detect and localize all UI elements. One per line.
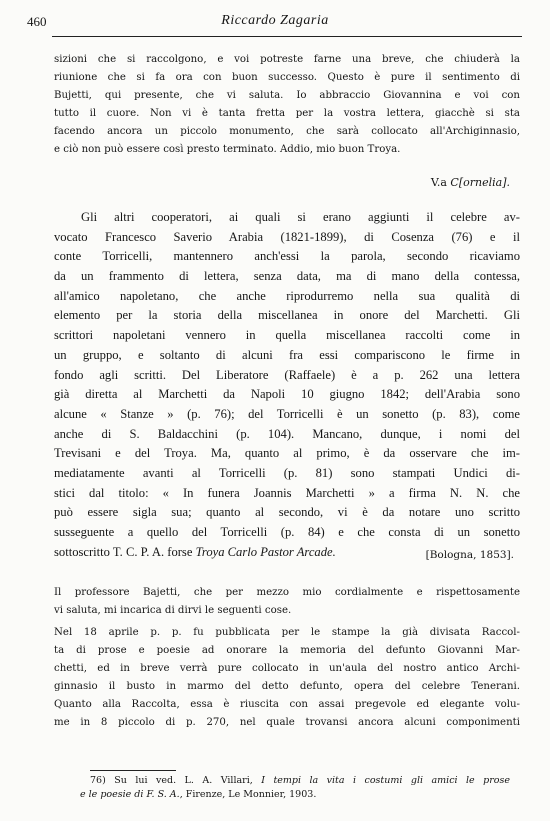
commentary-line: anche di S. Baldacchini (p. 104). Mancano, dunque, i nomi del: [54, 426, 520, 441]
letter-signature: [431, 176, 510, 189]
footnote: [80, 774, 510, 802]
letter-line: riunione che si fa ora con buon successo. Questo è pure il sentimento di: [54, 72, 520, 83]
running-title: Riccardo Zagaria: [221, 13, 329, 28]
footnote-title: I tempi la vita i costumi gli amici le prose: [261, 775, 510, 786]
letter-line: sizioni che si raccolgono, e voi potreste farne una breve, che chiuderà la: [54, 54, 520, 65]
commentary-line: conte Torricelli, mantennero anch'essi la parola, secondo ricaviamo: [54, 249, 520, 264]
commentary-last-line-italic: Troya Carlo Pastor Arcade.: [195, 544, 336, 559]
signature-name: C[ornelia].: [450, 176, 510, 189]
commentary-line: Gli altri cooperatori, ai quali si erano aggiunti il celebre av-: [81, 210, 520, 224]
footnote-title-cont: e le poesie di F. S. A.: [80, 789, 180, 800]
date-line: [Bologna, 1853].: [425, 549, 514, 561]
footnote-publisher: , Firenze, Le Monnier, 1903.: [179, 789, 317, 800]
second-letter-line: Quanto alla Raccolta, essa è riuscita con assai pregevole ed elegante volu-: [54, 699, 520, 710]
commentary-line: all'amico napoletano, che anche riprodurremo nella sua qualità di: [54, 288, 520, 303]
page-number: 460: [27, 14, 47, 29]
letter-line: tutto il cuore. Non vi è tanta fretta per la vostra lettera, giacchè si sta: [54, 108, 520, 119]
letter-line: e ciò non può essere così presto terminato. Addio, mio buon Troya.: [54, 144, 401, 155]
commentary-last-line-prefix: sottoscritto T. C. P. A. forse: [54, 544, 196, 559]
footnote-line: [80, 774, 510, 788]
second-letter-line: me in 8 piccolo di p. 270, nel quale trovansi ancora alcuni componimenti: [54, 717, 520, 728]
signature-prefix: V.a: [430, 176, 451, 189]
letter-text: [54, 51, 520, 159]
running-header: [0, 12, 550, 32]
commentary-line: mediatamente avanti al Torricelli (p. 81) sono stampati Undici di-: [54, 465, 520, 480]
second-letter-text: [54, 584, 520, 732]
header-rule: [52, 36, 522, 37]
commentary-line: fondo agli scritti. Del Liberatore (Raffaele) è a p. 262 una lettera: [54, 367, 520, 382]
footnote-prefix: 76) Su lui ved. L. A. Villari,: [90, 775, 262, 786]
commentary-line: scrittori napoletani vennero in quella miscellanea raccolti come in: [54, 328, 520, 343]
second-letter-line: vi saluta, mi incarica di dirvi le seguenti cose.: [54, 605, 292, 616]
second-letter-line: ginnasio il busto in marmo del detto defunto, opera del celebre Tenerani.: [54, 681, 520, 692]
second-letter-line: Il professore Bajetti, che per mezzo mio cordialmente e rispettosamente: [54, 587, 520, 598]
commentary-line: Trevisani e del Troya. Ma, quanto al primo, è da osservare che im-: [54, 446, 520, 461]
commentary-line: alcune « Stanze » (p. 76); del Torricelli è un sonetto (p. 83), come: [54, 406, 520, 421]
footnote-rule: [90, 770, 176, 771]
commentary-line: un gruppo, e soltanto di alcuni fra essi compariscono le firme in: [54, 347, 520, 362]
footnote-line: [80, 788, 510, 802]
commentary-line: già diretta al Marchetti da Napoli 10 giugno 1842; dell'Arabia sono: [54, 387, 520, 402]
second-letter-line: chetti, ed in breve verrà pure collocato in un'aula del nostro antico Archi-: [54, 663, 520, 674]
letter-line: facendo ancora un piccolo monumento, che sarà collocato all'Archiginnasio,: [54, 126, 520, 137]
commentary-line: da un frammento di lettera, senza data, ma di mano della contessa,: [54, 269, 520, 284]
commentary-line: può essere sigla sua; quanto al secondo, vi è da notare uno scritto: [54, 505, 520, 520]
second-letter-line: ta di prose e poesie ad onorare la memoria del defunto Giovanni Mar-: [54, 645, 520, 656]
letter-line: Bujetti, qui presente, che vi saluta. Io abbraccio Giovannina e voi con: [54, 90, 520, 101]
commentary-text: [54, 208, 520, 562]
commentary-line: vocato Francesco Saverio Arabia (1821-1899), di Cosenza (76) e il: [54, 229, 520, 244]
commentary-line: elemento per la storia della miscellanea in onore del Marchetti. Gli: [54, 308, 520, 323]
commentary-line: susseguente a quello del Torricelli (p. 84) e che consta di un sonetto: [54, 525, 520, 539]
second-letter-line: Nel 18 aprile p. p. fu pubblicata per le stampe la già divisata Raccol-: [54, 627, 520, 638]
commentary-line: stici dal titolo: « In funera Joannis Marchetti » a firma N. N. che: [54, 485, 520, 500]
